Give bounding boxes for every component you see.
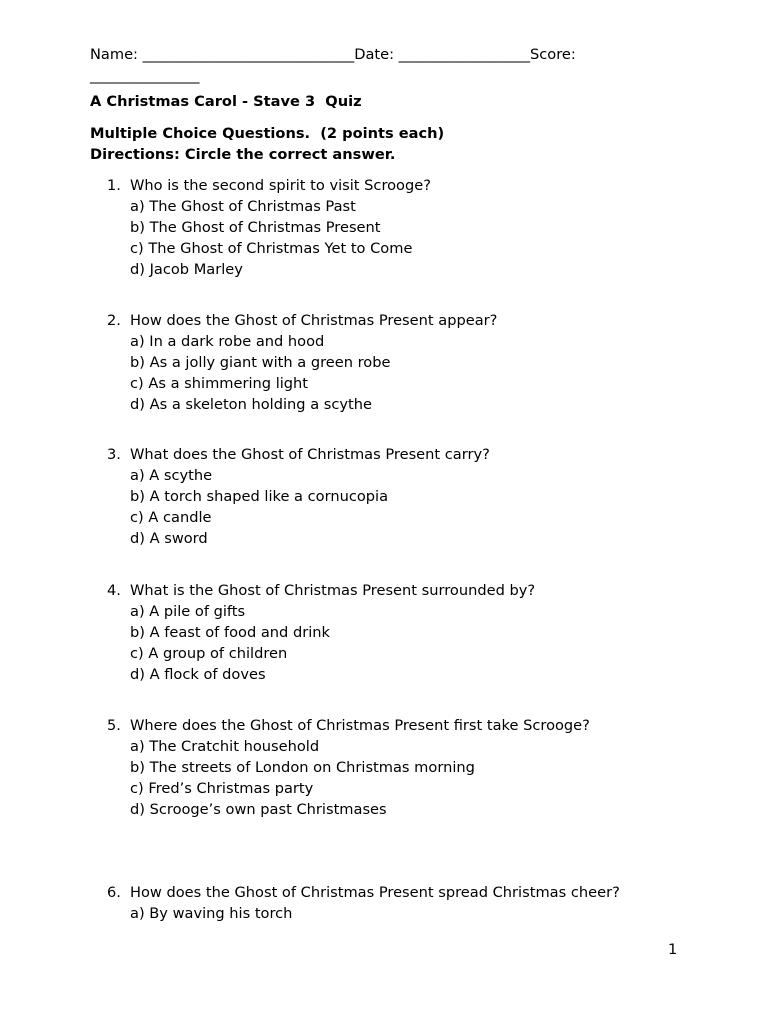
name-date-score-line: Name: _____________________________Date: __________________Score: _______________ <box>90 46 576 84</box>
answer-option-c[interactable]: c) A candle <box>130 509 212 526</box>
answer-option-d[interactable]: d) Jacob Marley <box>130 261 243 278</box>
question-text: Where does the Ghost of Christmas Present first take Scrooge? <box>130 717 590 734</box>
question-text: Who is the second spirit to visit Scrooge? <box>130 177 431 194</box>
answer-option-a[interactable]: a) In a dark robe and hood <box>130 333 325 350</box>
answer-option-b[interactable]: b) As a jolly giant with a green robe <box>130 354 391 371</box>
question-number: 1. <box>107 177 121 194</box>
answer-option-a[interactable]: a) By waving his torch <box>130 905 293 922</box>
answer-option-a[interactable]: a) The Ghost of Christmas Past <box>130 198 356 215</box>
page-number: 1 <box>668 941 678 958</box>
question-number: 4. <box>107 582 121 599</box>
answer-options <box>130 736 475 820</box>
question-number: 2. <box>107 312 121 329</box>
answer-option-a[interactable]: a) A scythe <box>130 467 213 484</box>
answer-options <box>130 903 292 924</box>
question-number: 6. <box>107 884 121 901</box>
answer-option-c[interactable]: c) The Ghost of Christmas Yet to Come <box>130 240 413 257</box>
question-text: How does the Ghost of Christmas Present spread Christmas cheer? <box>130 884 620 901</box>
answer-option-c[interactable]: c) A group of children <box>130 645 288 662</box>
answer-options <box>130 465 388 549</box>
answer-option-d[interactable]: d) Scrooge’s own past Christmases <box>130 801 387 818</box>
answer-option-d[interactable]: d) A flock of doves <box>130 666 266 683</box>
answer-option-a[interactable]: a) The Cratchit household <box>130 738 320 755</box>
answer-options <box>130 196 412 280</box>
page-title: A Christmas Carol - Stave 3 Quiz <box>90 93 362 110</box>
section-heading: Multiple Choice Questions. (2 points each) <box>90 125 445 142</box>
answer-option-d[interactable]: d) As a skeleton holding a scythe <box>130 396 372 413</box>
question-text: What is the Ghost of Christmas Present surrounded by? <box>130 582 536 599</box>
question-number: 3. <box>107 446 121 463</box>
answer-option-c[interactable]: c) Fred’s Christmas party <box>130 780 314 797</box>
question-text: What does the Ghost of Christmas Present carry? <box>130 446 490 463</box>
question-text: How does the Ghost of Christmas Present appear? <box>130 312 498 329</box>
answer-option-b[interactable]: b) A torch shaped like a cornucopia <box>130 488 389 505</box>
directions-text: Directions: Circle the correct answer. <box>90 146 396 163</box>
answer-option-b[interactable]: b) The streets of London on Christmas morning <box>130 759 475 776</box>
answer-option-c[interactable]: c) As a shimmering light <box>130 375 309 392</box>
answer-option-b[interactable]: b) A feast of food and drink <box>130 624 330 641</box>
question-number: 5. <box>107 717 121 734</box>
answer-options <box>130 331 390 415</box>
answer-option-b[interactable]: b) The Ghost of Christmas Present <box>130 219 381 236</box>
answer-options <box>130 601 330 685</box>
answer-option-d[interactable]: d) A sword <box>130 530 208 547</box>
answer-option-a[interactable]: a) A pile of gifts <box>130 603 246 620</box>
